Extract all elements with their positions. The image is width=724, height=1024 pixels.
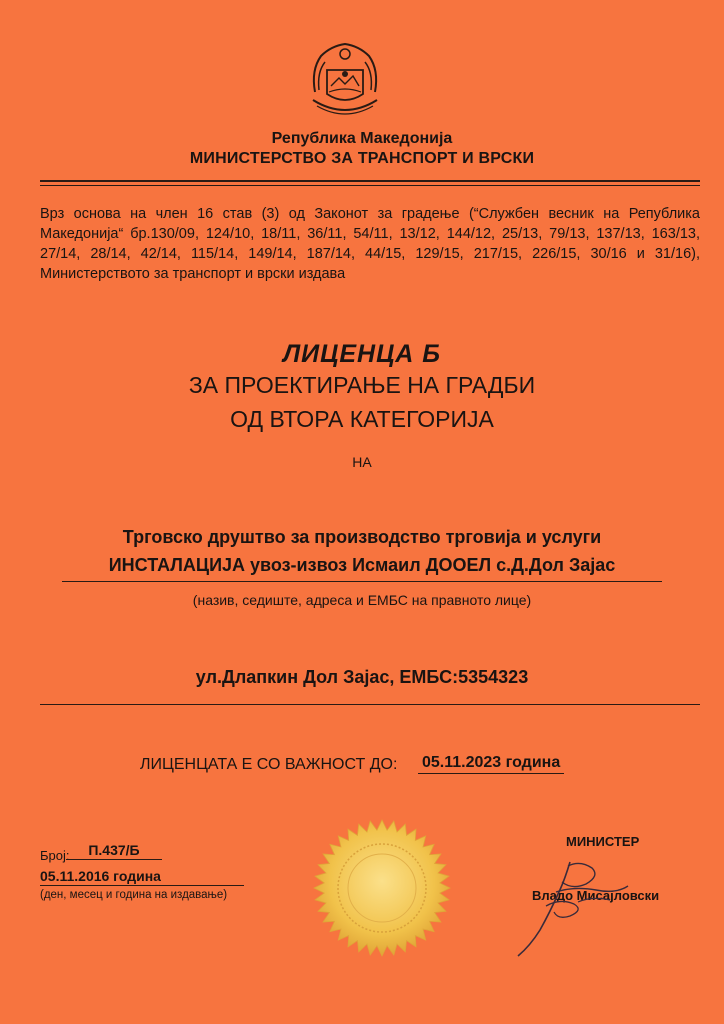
coat-of-arms-emblem: [307, 40, 383, 124]
license-number: П.437/Б: [66, 842, 162, 860]
address-underline: [40, 704, 700, 705]
minister-name: Владо Мисајловски: [532, 888, 660, 903]
issue-date-note: (ден, месец и година на издавање): [40, 889, 228, 901]
company-address: ул.Длапкин Дол Зајас, ЕМБС:5354323: [195, 667, 529, 687]
issue-date: 05.11.2016 година: [40, 868, 244, 886]
country-name: Република Македонија: [271, 130, 453, 147]
company-name-line2: ИНСТАЛАЦИЈА увоз-извоз Исмаил ДООЕЛ с.Д.Дол Зајас: [108, 555, 616, 575]
license-recipient-label: НА: [352, 454, 372, 470]
license-subtitle-line2: ОД ВТОРА КАТЕГОРИЈА: [230, 406, 494, 432]
header-divider: [40, 180, 700, 182]
signature-scribble: [500, 842, 650, 962]
validity-label: ЛИЦЕНЦАТА Е СО ВАЖНОСТ ДО:: [140, 756, 398, 773]
company-field-note: (назив, седиште, адреса и ЕМБС на правното лице): [192, 592, 532, 608]
company-underline: [62, 581, 662, 582]
number-label: Број:: [40, 848, 70, 863]
license-subtitle-line1: ЗА ПРОЕКТИРАЊЕ НА ГРАДБИ: [188, 372, 536, 398]
validity-date: 05.11.2023 година: [418, 754, 564, 774]
gold-seal-icon: [312, 818, 452, 958]
header-divider-thin: [40, 185, 700, 186]
company-name-line1: Трговско друштво за производство трговија и услуги: [122, 527, 602, 547]
ministry-name: МИНИСТЕРСТВО ЗА ТРАНСПОРТ И ВРСКИ: [189, 150, 535, 167]
minister-title: МИНИСТЕР: [566, 834, 640, 849]
license-title: ЛИЦЕНЦА Б: [282, 340, 442, 368]
legal-basis-paragraph: Врз основа на член 16 став (3) од Законот за градење (“Службен весник на Република Македонија“ бр.130/09, 124/10, 18/11, 36/11, 54/11, 13/12, 144/12, 25/13, 79/13, 137/13, 163/13, 27/14, 28/14, 42/14, 115/14, 149/14, 187/14, 44/15, 129/15, 217/15, 226/15, 30/16 и 31/16), Министерството за транспорт и врски издава: [40, 206, 700, 282]
